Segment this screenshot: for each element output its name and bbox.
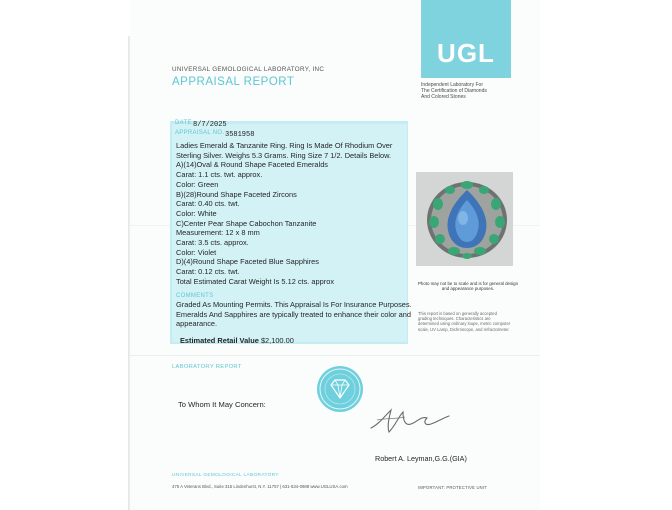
description-line: Carat: 0.12 cts. twt. bbox=[176, 267, 240, 277]
report-number: 3581958 bbox=[225, 131, 255, 139]
ring-image bbox=[416, 172, 513, 266]
ugl-seal bbox=[317, 366, 363, 412]
description-line: Carat: 1.1 cts. twt. approx. bbox=[176, 170, 263, 180]
footer-lab-name: UNIVERSAL GEMOLOGICAL LABORATORY bbox=[172, 473, 279, 478]
report-number-label: APPRAISAL NO. bbox=[175, 130, 225, 136]
logo-caption-line: And Colored Stones bbox=[421, 94, 466, 100]
comments-text: Graded As Mounting Permits. This Appraisal Is For Insurance Purposes. Emeralds And Sapphires are typically treated to enhance their color and appearance. bbox=[176, 300, 412, 329]
diamond-seal-icon bbox=[317, 366, 363, 412]
description-line: Measurement: 12 x 8 mm bbox=[176, 228, 260, 238]
description-line: B)(28)Round Shape Faceted Zircons bbox=[176, 189, 297, 199]
signer-name: Robert A. Leyman,G.G.(GIA) bbox=[375, 454, 467, 463]
logo-text: UGL bbox=[437, 38, 495, 68]
description-line: Color: White bbox=[176, 208, 217, 218]
paper-fold-line bbox=[130, 355, 540, 356]
comments-label: COMMENTS bbox=[176, 293, 214, 299]
footer-note: IMPORTANT: PROTECTIVE UNIT bbox=[418, 485, 488, 490]
lab-report-label: LABORATORY REPORT bbox=[172, 364, 242, 370]
description-line: D)(4)Round Shape Faceted Blue Sapphires bbox=[176, 257, 319, 267]
lab-name: UNIVERSAL GEMOLOGICAL LABORATORY, INC bbox=[172, 66, 325, 73]
handwritten-signature bbox=[365, 402, 455, 438]
page-title: APPRAISAL REPORT bbox=[172, 76, 295, 88]
ring-photo bbox=[416, 172, 513, 266]
description-intro: Ladies Emerald & Tanzanite Ring. Ring Is Made Of Rhodium Over Sterling Silver. Weighs 5.3 Grams. Ring Size 7 1/2. Details Below. bbox=[176, 141, 393, 160]
estimated-retail-value bbox=[180, 336, 294, 345]
description-line: Total Estimated Carat Weight Is 5.12 cts. approx bbox=[176, 276, 335, 286]
description-line: Carat: 3.5 cts. approx. bbox=[176, 238, 249, 248]
logo-caption-line: Independent Laboratory For bbox=[421, 82, 483, 88]
footer-address: 475 A Veterans Blvd., Suite 315 Lindenhurst, N.Y. 11757 | 631-534-0988 www.UGLUSA.com bbox=[172, 484, 348, 489]
item-description bbox=[176, 141, 408, 287]
grading-disclaimer: This report is based on generally accepted grading techniques. Characteristics are determined using ordinary loupe, metric computer scale, UV Lamp, Dichroscope, and refractometer. bbox=[418, 311, 511, 332]
date-label: DATE bbox=[175, 120, 192, 126]
photo-caption: Photo may not be to scale and is for general design and appearance purposes. bbox=[417, 281, 519, 292]
estimate-label: Estimated Retail Value bbox=[180, 336, 259, 345]
salutation: To Whom It May Concern: bbox=[178, 400, 266, 409]
description-line: Color: Green bbox=[176, 179, 219, 189]
description-line: C)Center Pear Shape Cabochon Tanzanite bbox=[176, 218, 317, 228]
description-line: A)(14)Oval & Round Shape Faceted Emeralds bbox=[176, 160, 328, 170]
report-date: 8/7/2025 bbox=[193, 121, 227, 129]
description-line: Color: Violet bbox=[176, 247, 217, 257]
estimate-value: $2,100.00 bbox=[260, 336, 294, 345]
logo-caption bbox=[421, 82, 531, 100]
logo-caption-line: The Certification of Diamonds bbox=[421, 88, 487, 94]
description-line: Carat: 0.40 cts. twt. bbox=[176, 199, 240, 209]
ugl-logo bbox=[421, 0, 511, 78]
